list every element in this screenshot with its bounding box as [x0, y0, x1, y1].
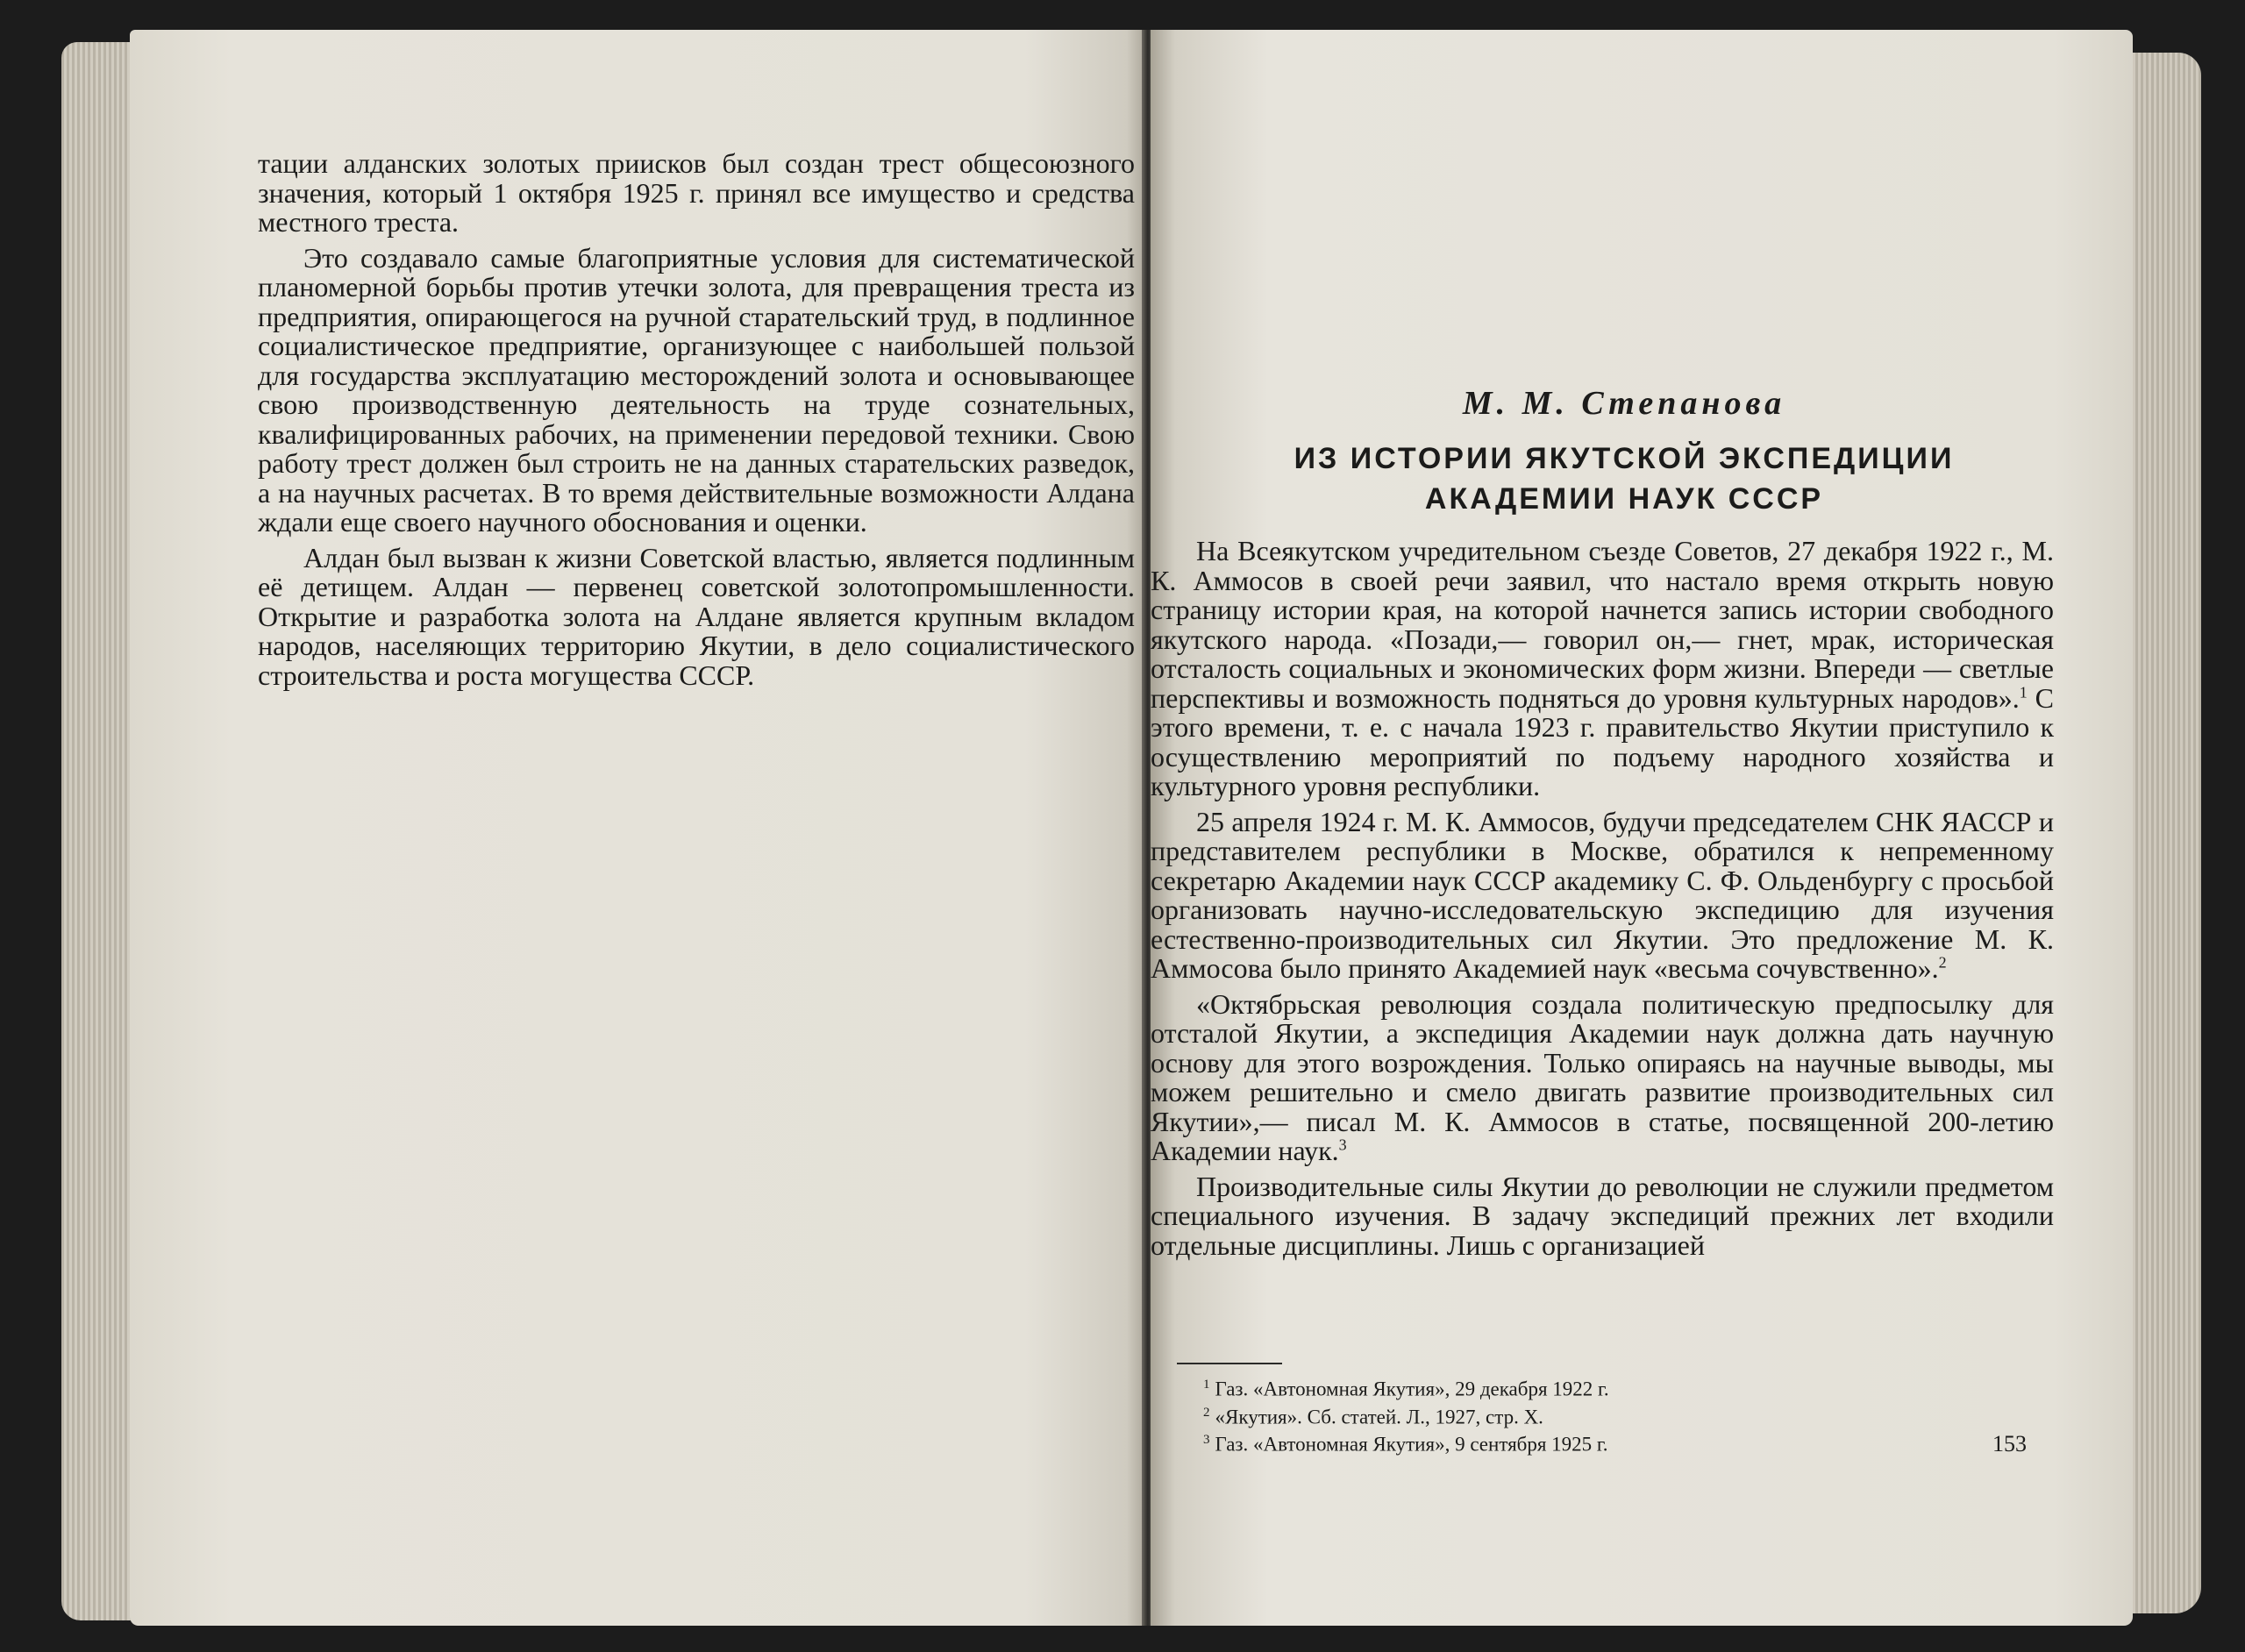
footnote-number: 1 — [1203, 1378, 1210, 1392]
article-title — [1186, 438, 2063, 519]
right-page — [1151, 30, 2133, 1626]
paragraph: тации алданских золотых приисков был создан трест общесоюзного значения, который 1 октября 1925 г. принял все имущество и средства местного треста. — [258, 147, 1135, 238]
footnote-rule — [1177, 1363, 1282, 1364]
title-line: АКАДЕМИИ НАУК СССР — [1424, 482, 1824, 516]
paragraph — [1151, 805, 2054, 984]
footnotes — [1203, 1373, 1905, 1456]
paragraph — [1151, 987, 2054, 1166]
left-page-edges — [61, 42, 132, 1620]
footnote — [1203, 1373, 1905, 1401]
footnote-number: 3 — [1203, 1433, 1210, 1448]
paragraph: Алдан был вызван к жизни Советской властью, является подлинным её детищем. Алдан — первенец советской золотопромышленности. Открытие и разработка золота на Алдане является крупным вкладом народов, населяющих территорию Якутии, в дело социалистического строительства и роста могущества СССР. — [258, 541, 1135, 691]
footnote-text: Газ. «Автономная Якутия», 29 декабря 1922 г. — [1215, 1378, 1609, 1400]
paragraph — [1151, 537, 2054, 801]
paragraph-text: 25 апреля 1924 г. М. К. Аммосов, будучи председателем СНК ЯАССР и представителем республики в Москве, обратился к непременному секретарю Академии наук СССР академику С. Ф. Ольденбургу с просьбой организовать научно-исследовательскую экспедицию для изучения естественно-производительных сил Якутии. Это предложение М. К. Аммосова было принято Академией наук «весьма сочувственно». — [1151, 805, 2054, 984]
article-author: М. М. Степанова — [1462, 385, 1786, 422]
page-number: 153 — [1992, 1431, 2027, 1456]
footnote — [1203, 1428, 1905, 1456]
left-page-text — [258, 149, 1135, 696]
left-page — [130, 30, 1147, 1626]
paragraph-text: С этого времени, т. е. с начала 1923 г. правительство Якутии приступило к осуществлению мероприятий по подъему народного хозяйства и культурного уровня республики. — [1151, 681, 2055, 801]
title-line: ИЗ ИСТОРИИ ЯКУТСКОЙ ЭКСПЕДИЦИИ — [1294, 442, 1955, 475]
paragraph: Это создавало самые благоприятные условия для систематической планомерной борьбы против утечки золота, для превращения треста из предприятия, опирающегося на ручной старательский труд, в подлинное социалистическое предприятие, организующее с наибольшей пользой для государства эксплуатацию месторождений золота и основывающее свою производственную деятельность на труде сознательных, квалифицированных рабочих, на применении передовой техники. Свою работу трест должен был строить не на данных старательских разведок, а на научных расчетах. В то время действительные возможности Алдана ждали еще своего научного обоснования и оценки. — [258, 241, 1135, 538]
paragraph-text: Производительные силы Якутии до революции не служили предметом специального изучения. В задачу экспедиций прежних лет входили отдельные дисциплины. Лишь с организацией — [1151, 1170, 2054, 1261]
footnote-text: «Якутия». Сб. статей. Л., 1927, стр. X. — [1215, 1406, 1543, 1428]
article-body — [1151, 537, 2054, 1266]
footnote-number: 2 — [1203, 1405, 1210, 1420]
footnote-text: Газ. «Автономная Якутия», 9 сентября 1925 г. — [1215, 1433, 1608, 1456]
right-page-edges — [2122, 53, 2201, 1613]
right-page-text — [1151, 537, 2054, 1260]
paragraph — [1151, 1172, 2054, 1261]
footnote-ref: 2 — [1938, 953, 1947, 972]
paragraph-text: «Октябрьская революция создала политическую предпосылку для отсталой Якутии, а экспедиция Академии наук должна дать научную основу для этого возрождения. Только опираясь на научные выводы, мы можем решительно и смело двигать развитие производительных сил Якутии»,— писал М. К. Аммосов в статье, посвященной 200-летию Академии наук. — [1151, 987, 2054, 1166]
paragraph-text: На Всеякутском учредительном съезде Советов, 27 декабря 1922 г., М. К. Аммосов в своей речи заявил, что настало время открыть новую страницу истории края, на которой начнется запись истории свободного якутского народа. «Позади,— говорил он,— гнет, мрак, историческая отсталость социальных и экономических форм жизни. Впереди — светлые перспективы и возможность подняться до уровня культурных народов». — [1151, 535, 2054, 714]
footnote-ref: 3 — [1338, 1136, 1347, 1154]
footnote — [1203, 1401, 1905, 1429]
footnote-ref: 1 — [2019, 682, 2028, 701]
